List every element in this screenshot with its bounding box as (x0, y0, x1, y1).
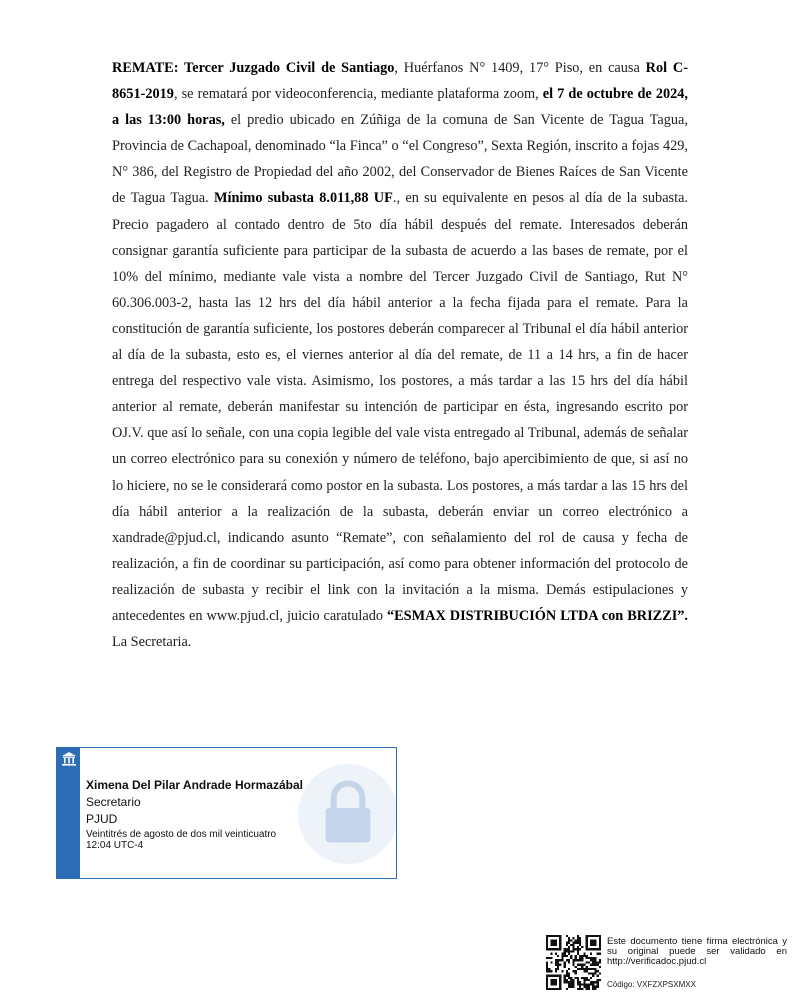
signature-time: 12:04 UTC-4 (86, 840, 144, 851)
auction-date: el 7 de octubre de 2024, a las 13:00 horas, (112, 86, 688, 129)
signature-stripe (57, 748, 80, 878)
case-title: “ESMAX DISTRIBUCIÓN LTDA con BRIZZI”. (387, 607, 688, 624)
case-number: Rol C-8651-2019 (112, 60, 688, 103)
body-text: , Huérfanos N° 1409, 17° Piso, en causa (394, 60, 646, 76)
document-title: REMATE: Tercer Juzgado Civil de Santiago (112, 60, 395, 76)
body-text: , se rematará por videoconferencia, mediante plataforma zoom, (173, 86, 543, 103)
qr-code (546, 935, 601, 990)
signature-box (56, 747, 397, 879)
body-text: La Secretaria. (112, 634, 192, 651)
bank-icon (61, 751, 77, 767)
body-text: el predio ubicado en Zúñiga de la comuna de San Vicente de Tagua Tagua, Provincia de Cachapoal, denominado “la Finca” o “el Congreso”, Sexta Región, inscrito a fojas 429, N° 386, del Registro de Propiedad del año 2002, del Conservador de Bienes Raíces de San Vicente de Tagua Tagua. (112, 112, 688, 207)
signer-role: Secretario (86, 795, 141, 809)
verification-code: Código: VXFZXPSXMXX (607, 980, 696, 989)
signature-date: Veintitrés de agosto de dos mil veinticuatro (86, 829, 277, 840)
lock-icon (297, 763, 397, 865)
signer-name: Ximena Del Pilar Andrade Hormazábal (86, 778, 303, 792)
minimum-bid: Mínimo subasta 8.011,88 UF (214, 190, 393, 207)
signer-organization: PJUD (86, 812, 118, 826)
verification-text: Este documento tiene firma electrónica y su original puede ser validado en http://verificadoc.pjud.cl (607, 936, 787, 967)
body-text: ., en su equivalente en pesos al día de la subasta. Precio pagadero al contado dentro de 5to día hábil después del remate. Interesados deberán consignar garantía suficiente para participar de la subasta de acuerdo a las bases de remate, por el 10% del mínimo, mediante vale vista a nombre del Tercer Juzgado Civil de Santiago, Rut N° 60.306.003-2, hasta las 12 hrs del día hábil anterior a la fecha fijada para el remate. Para la constitución de garantía suficiente, los postores deberán comparecer al Tribunal el día hábil anterior al día de la subasta, esto es, el viernes anterior al día del remate, de 11 a 14 hrs, a fin de hacer entrega del respectivo vale vista. Asimismo, los postores, a más tardar a las 15 hrs del día hábil anterior al remate, deberán manifestar su intención de participar en ésta, ingresando escrito por OJ.V. que así lo señale, con una copia legible del vale vista entregado al Tribunal, además de señalar un correo electrónico para su conexión y número de teléfono, bajo apercibimiento de que, si así no lo hiciere, no se le considerará como postor en la subasta. Los postores, a más tardar a las 15 hrs del día hábil anterior a la realización de la subasta, deberán enviar un correo electrónico a xandrade@pjud.cl, indicando asunto “Remate”, con señalamiento del rol de causa y fecha de realización, a fin de coordinar su participación, así como para obtener información del protocolo de realización de subasta y recibir el link con la invitación a la misma. Demás estipulaciones y antecedentes en www.pjud.cl, juicio caratulado (112, 190, 688, 624)
document-body (112, 55, 688, 655)
